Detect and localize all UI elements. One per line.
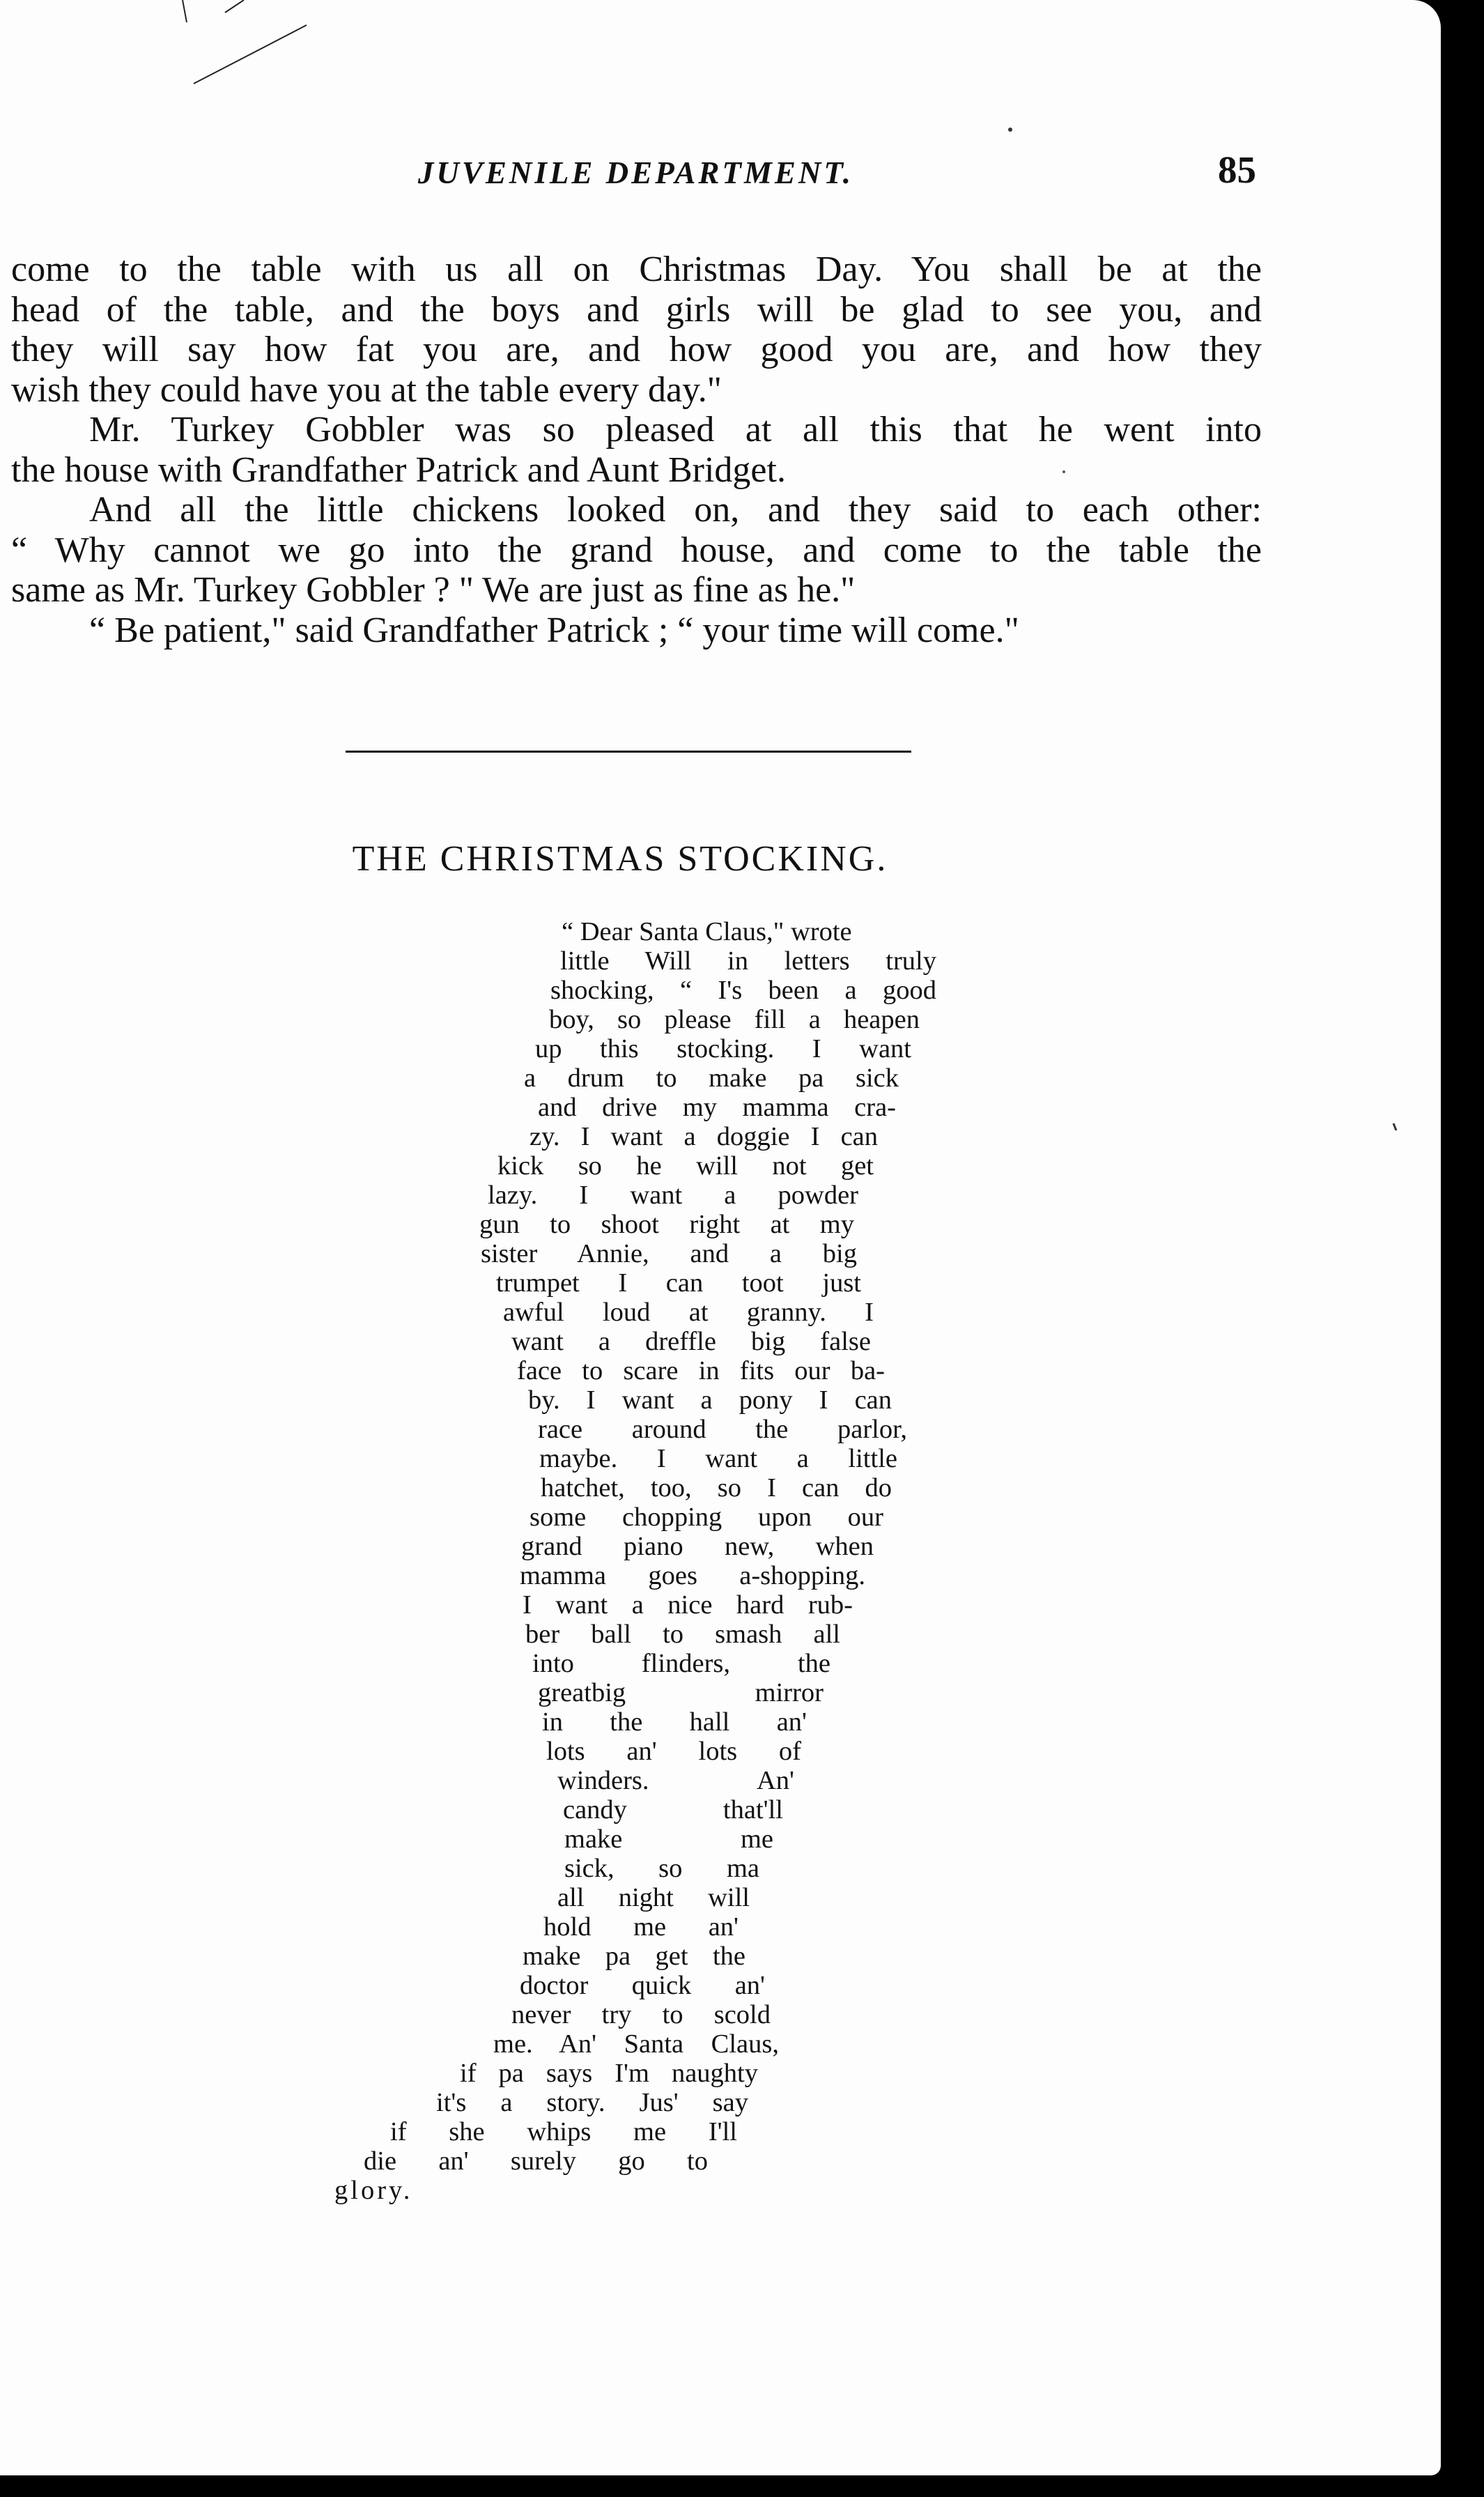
poem-line: winders. An' [557, 1766, 794, 1795]
poem-line: sick, so ma [564, 1854, 759, 1883]
story-line: the house with Grandfather Patrick and Aunt Bridget. [11, 450, 786, 490]
poem-line: in the hall an' [542, 1707, 807, 1737]
poem-line: shocking, “ I's been a good [550, 976, 936, 1005]
poem-line: if she whips me I'll [390, 2117, 737, 2146]
page-number: 85 [1218, 148, 1256, 191]
poem-line: gun to shoot right at my [479, 1210, 854, 1239]
poem-line: zy. I want a doggie I can [530, 1122, 878, 1151]
poem-line: face to scare in fits our ba- [517, 1356, 885, 1385]
story-text [11, 249, 1262, 650]
story-line: come to the table with us all on Christmas Day. You shall be at the [11, 249, 1262, 289]
poem-line: lots an' lots of [546, 1737, 801, 1766]
poem-line: maybe. I want a little [539, 1444, 897, 1473]
poem-line: sister Annie, and a big [481, 1239, 857, 1268]
poem-line: make me [564, 1824, 773, 1854]
poem-line: ber ball to smash all [525, 1620, 840, 1649]
poem-line: die an' surely go to [364, 2146, 708, 2176]
poem-line: greatbig mirror [538, 1678, 824, 1707]
poem-line: it's a story. Jus' say [436, 2088, 748, 2117]
story-line: “ Be patient," said Grandfather Patrick ; “ your time will come." [89, 610, 1019, 650]
poem-line: mamma goes a-shopping. [520, 1561, 865, 1590]
poem-line: lazy. I want a powder [488, 1181, 858, 1210]
poem-line: hatchet, too, so I can do [541, 1473, 892, 1503]
poem-line: little Will in letters truly [560, 946, 936, 976]
poem-line: and drive my mamma cra- [538, 1093, 896, 1122]
poem-line: by. I want a pony I can [528, 1385, 892, 1415]
poem-line: into flinders, the [532, 1649, 830, 1678]
story-line: “ Why cannot we go into the grand house, and come to the table the [11, 530, 1262, 570]
poem-line: all night will [557, 1883, 750, 1912]
poem-line: I want a nice hard rub- [523, 1590, 853, 1620]
poem-line: me. An' Santa Claus, [493, 2029, 779, 2059]
poem-line: race around the parlor, [538, 1415, 907, 1444]
poem-line: up this stocking. I want [535, 1034, 911, 1063]
poem-line: want a dreffle big false [511, 1327, 871, 1356]
poem-line: never try to scold [511, 2000, 771, 2029]
poem-line: “ Dear Santa Claus," wrote [562, 917, 852, 946]
running-title: JUVENILE DEPARTMENT. [417, 155, 853, 190]
story-line: head of the table, and the boys and girls will be glad to see you, and [11, 289, 1262, 330]
story-line: same as Mr. Turkey Gobbler ? " We are just as fine as he." [11, 570, 856, 610]
poem-line: trumpet I can toot just [496, 1268, 861, 1298]
story-line: they will say how fat you are, and how good you are, and how they [11, 330, 1262, 369]
story-line: And all the little chickens looked on, and they said to each other: [89, 490, 1262, 530]
scan-edge [0, 2475, 1484, 2497]
poem-line: kick so he will not get [497, 1151, 874, 1181]
poem-line: some chopping upon our [530, 1503, 883, 1532]
poem-line: glory. [334, 2176, 413, 2205]
story-line: wish they could have you at the table every day." [11, 369, 722, 410]
poem-line: boy, so please fill a heapen [549, 1005, 920, 1034]
poem-line: candy that'll [563, 1795, 783, 1824]
poem-line: make pa get the [523, 1942, 745, 1971]
poem-line: a drum to make pa sick [524, 1063, 899, 1093]
poem-line: doctor quick an' [520, 1971, 765, 2000]
poem-line: if pa says I'm naughty [460, 2059, 758, 2088]
poem-line: grand piano new, when [521, 1532, 874, 1561]
section-divider [346, 751, 911, 753]
poem-title: THE CHRISTMAS STOCKING. [352, 839, 888, 879]
poem-line: hold me an' [543, 1912, 739, 1942]
poem-line: awful loud at granny. I [503, 1298, 874, 1327]
story-line: Mr. Turkey Gobbler was so pleased at all this that he went into [89, 410, 1262, 450]
